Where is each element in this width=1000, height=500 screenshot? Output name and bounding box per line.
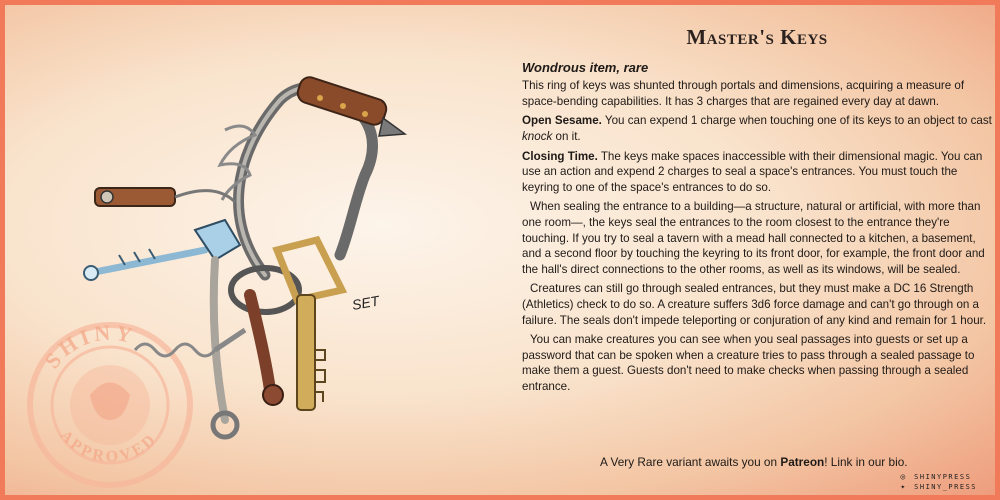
item-subtitle: Wondrous item, rare: [522, 59, 649, 75]
twitter-row[interactable]: [900, 482, 977, 492]
social-handles: [900, 472, 977, 492]
knock-spell: knock: [522, 129, 553, 143]
open-sesame-label: Open Sesame.: [522, 114, 602, 128]
patreon-link[interactable]: Patreon: [780, 455, 825, 469]
closing-time-label: Closing Time.: [522, 149, 598, 163]
item-title: Master's Keys: [686, 25, 828, 49]
intro-paragraph: This ring of keys was shunted through portals and dimensions, acquiring a measure of space-bending capabilities. It has 3 charges that are regained every day at dawn.: [522, 79, 965, 108]
closing-time-paragraph: [522, 149, 992, 196]
keys-illustration: [65, 60, 425, 450]
instagram-row[interactable]: [900, 472, 977, 482]
creatures-paragraph: Creatures can still go through sealed entrances, but they must make a DC 16 Strength (Athletics) check to do so. A creature suffers 3d6 force damage and can't go through on a failure. The seals don't impede teleporting or conjuration of any kind and remain for 1 hour.: [522, 282, 987, 327]
closing-time-text: The keys make spaces inaccessible with their dimensional magic. You can use an action and expend 2 charges to seal a space's entrances. You must touch the keyring to one of the space's entrances to do so.: [522, 149, 983, 194]
item-description: [522, 25, 992, 398]
seal-bottom-text: APPROVED: [56, 427, 161, 466]
instagram-handle: SHINYPRESS: [914, 473, 972, 481]
seal-top-text: SHINY: [39, 319, 139, 374]
footer-text-before: A Very Rare variant awaits you on: [600, 455, 781, 469]
guests-paragraph: You can make creatures you can see when you seal passages into guests or set up a password that can be spoken when a creature tries to pass through a sealed passage to make them a guest. Guests don't need to make checks when passing through a sealed entrance.: [522, 333, 975, 393]
open-sesame-text-after: on it.: [552, 129, 581, 143]
open-sesame-text-before: You can expend 1 charge when touching one of its keys to an object to cast: [601, 114, 992, 128]
instagram-icon: ◎: [900, 472, 907, 481]
open-sesame-paragraph: [522, 113, 992, 144]
twitter-icon: ✦: [900, 482, 907, 491]
twitter-handle: SHINY_PRESS: [914, 483, 977, 491]
patreon-footer: [600, 455, 908, 469]
footer-text-after: ! Link in our bio.: [824, 455, 908, 469]
artist-signature: SET: [350, 292, 381, 313]
building-paragraph: When sealing the entrance to a building—a structure, natural or artificial, with more than one room—, the keys seal the entrances to the room closest to the entrance they're touching. If you try to seal a tavern with a mead hall connected to a kitchen, a basement, and a second floor by touching the keyring to its front door, for example, the front door and the hall's direct connections to the other rooms, as well as its windows, will be sealed.: [522, 200, 985, 276]
